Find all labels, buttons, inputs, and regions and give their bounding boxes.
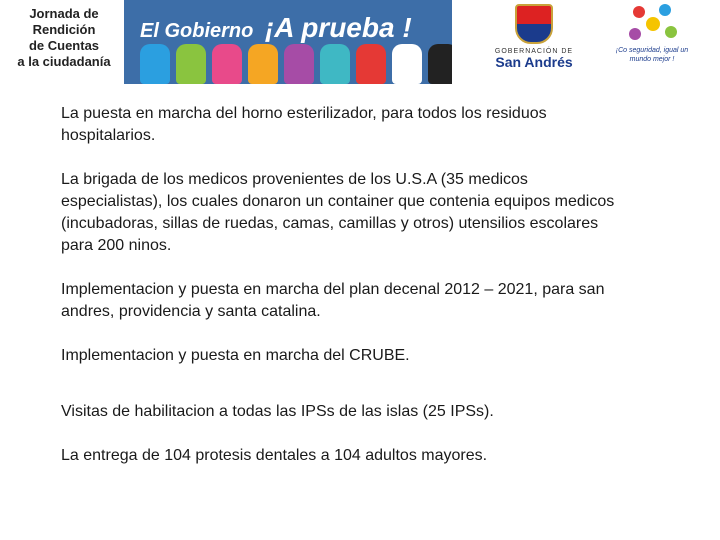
hand-icon	[248, 44, 278, 84]
campaign-banner	[124, 0, 452, 84]
slogan: ¡Co seguridad, igual un mundo mejor !	[615, 47, 689, 63]
shield-icon	[515, 4, 553, 44]
hands-illustration	[140, 44, 452, 84]
banner-text-gobierno: El Gobierno	[140, 20, 254, 42]
hand-icon	[320, 44, 350, 84]
paragraph: La puesta en marcha del horno esterilizador, para todos los residuos hospitalarios.	[61, 105, 547, 144]
event-title-line: Rendición	[32, 22, 96, 37]
hand-icon	[428, 44, 452, 84]
event-title	[8, 6, 120, 70]
hand-icon	[392, 44, 422, 84]
event-title-line: de Cuentas	[28, 38, 100, 53]
paragraph: La brigada de los medicos provenientes de los U.S.A (35 medicos especialistas), los cuales donaron un container que contenia equipos medicos (incubadoras, sillas de ruedas, camas, camillas y otros) utensilios escolares para 200 ninos.	[61, 171, 615, 254]
sun-logo	[610, 2, 694, 64]
hand-icon	[284, 44, 314, 84]
gobernacion-logo	[494, 4, 574, 69]
paragraph: Implementacion y puesta en marcha del plan decenal 2012 – 2021, para san andres, providencia y santa catalina.	[61, 281, 605, 320]
gobernacion-label: GOBERNACIÓN DE	[494, 48, 574, 55]
sun-icon	[627, 2, 677, 44]
achievements-list	[61, 103, 631, 467]
gobernacion-name: San Andrés	[495, 54, 573, 70]
event-title-line: Jornada de	[29, 6, 99, 21]
event-title-line: a la ciudadanía	[17, 54, 111, 69]
paragraph: Visitas de habilitacion a todas las IPSs de las islas (25 IPSs).	[61, 403, 494, 420]
hand-icon	[140, 44, 170, 84]
paragraph: Implementacion y puesta en marcha del CRUBE.	[61, 347, 410, 364]
hand-icon	[176, 44, 206, 84]
banner-text-a-prueba: ¡A prueba !	[264, 12, 412, 43]
paragraph: La entrega de 104 protesis dentales a 104 adultos mayores.	[61, 447, 488, 464]
hand-icon	[356, 44, 386, 84]
banner-title	[140, 12, 412, 44]
hand-icon	[212, 44, 242, 84]
